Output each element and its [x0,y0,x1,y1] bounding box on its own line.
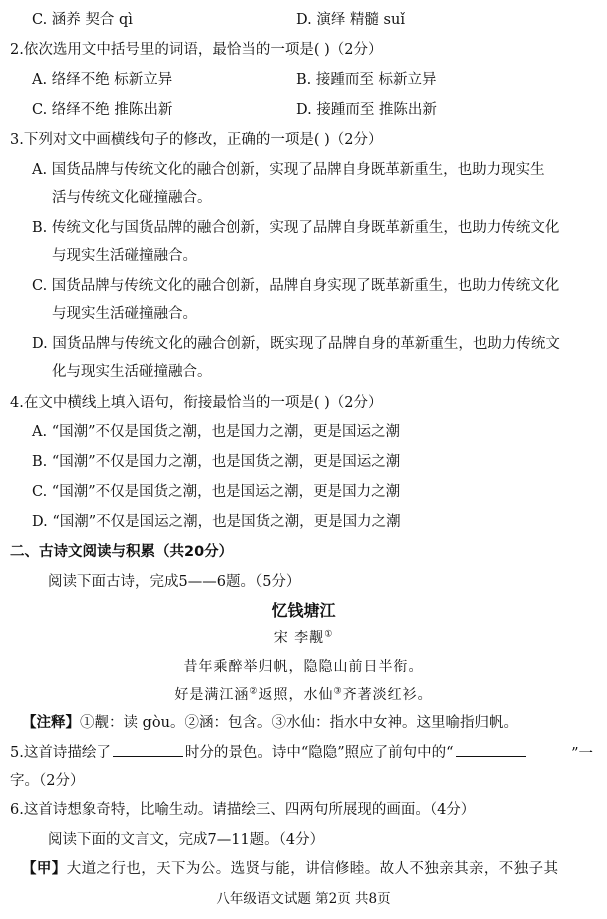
q4-option-c: C. “国潮”不仅是国货之潮，也是国运之潮，更是国力之潮 [32,484,401,500]
q1-option-c: C. 涵养 契合 qì [32,12,133,28]
q3-option-d-cont: 化与现实生活碰撞融合。 [52,364,212,380]
poem-notes [22,713,518,733]
q3-stem: 3.下列对文中画横线句子的修改，正确的一项是( )（2分） [10,132,383,148]
poem-line-1: 昔年乘醉举归帆，隐隐山前日半衔。 [183,659,424,675]
footnote-marker: ③ [333,686,343,697]
q3-option-d: D. 国货品牌与传统文化的融合创新，既实现了品牌自身的革新重生，也助力传统文 [32,336,560,352]
q3-option-b: B. 传统文化与国货品牌的融合创新，实现了品牌自身既革新重生，也助力传统文化 [32,220,560,236]
answer-blank[interactable] [113,742,183,757]
poem-author [0,628,607,648]
q3-option-a-cont: 活与传统文化碰撞融合。 [52,190,212,206]
poem-line-2-part: 返照，水仙 [258,687,334,703]
passage-text: 大道之行也，天下为公。选贤与能，讲信修睦。故人不独亲其亲，不独子其 [66,861,559,877]
q2-option-d: D. 接踵而至 推陈出新 [296,102,437,118]
poem-title: 忆钱塘江 [271,601,336,620]
q3-option-b-cont: 与现实生活碰撞融合。 [52,248,197,264]
q5-text: 5.这首诗描绘了 [10,745,111,761]
q2-option-b: B. 接踵而至 标新立异 [296,72,437,88]
q3-option-c: C. 国货品牌与传统文化的融合创新，品牌自身实现了既革新重生，也助力传统文化 [32,278,560,294]
passage-tag: 【甲】 [22,861,67,877]
q6-stem: 6.这首诗想象奇特，比喻生动。请描绘三、四两句所展现的画面。（4分） [10,802,476,818]
footnote-marker: ② [249,686,259,697]
wenyan-intro: 阅读下面的文言文，完成7—11题。（4分） [48,832,325,848]
q5-text: 时分的景色。诗中“隐隐”照应了前句中的“ [184,745,454,761]
q4-option-d: D. “国潮”不仅是国运之潮，也是国货之潮，更是国力之潮 [32,514,401,530]
section-intro: 阅读下面古诗，完成5——6题。（5分） [48,574,301,590]
wenyan-passage [22,859,558,879]
poem-line-2-part: 齐著淡红衫。 [342,687,433,703]
q3-option-c-cont: 与现实生活碰撞融合。 [52,306,197,322]
note-text: ①觏：读 gòu。②涵：包含。③水仙：指水中女神。这里喻指归帆。 [80,715,518,731]
q5-stem [10,742,528,763]
note-tag: 【注释】 [22,715,80,731]
q3-option-a: A. 国货品牌与传统文化的融合创新，实现了品牌自身既革新重生，也助力现实生 [32,162,545,178]
q4-option-a: A. “国潮”不仅是国货之潮，也是国力之潮，更是国运之潮 [32,424,401,440]
q1-option-d: D. 演绎 精髓 suǐ [296,12,405,28]
poem-author-name: 宋 李觏 [273,630,325,646]
section-title: 二、古诗文阅读与积累（共20分） [10,544,234,560]
q2-option-c: C. 络绎不绝 推陈出新 [32,102,173,118]
poem-line-2-part: 好是满江涵 [174,687,250,703]
poem-line-2 [0,685,607,705]
q4-stem: 4.在文中横线上填入语句，衔接最恰当的一项是( )（2分） [10,395,383,411]
answer-blank[interactable] [456,742,526,757]
q4-option-b: B. “国潮”不仅是国力之潮，也是国货之潮，更是国运之潮 [32,454,401,470]
q5-stem-cont: 字。（2分） [10,773,85,789]
q5-stem-tail: ”一 [571,746,593,762]
footnote-marker: ① [324,629,334,640]
page-footer: 八年级语文试题 第2页 共8页 [216,891,391,907]
q2-option-a: A. 络绎不绝 标新立异 [32,72,173,88]
q2-stem: 2.依次选用文中括号里的词语，最恰当的一项是( )（2分） [10,42,383,58]
